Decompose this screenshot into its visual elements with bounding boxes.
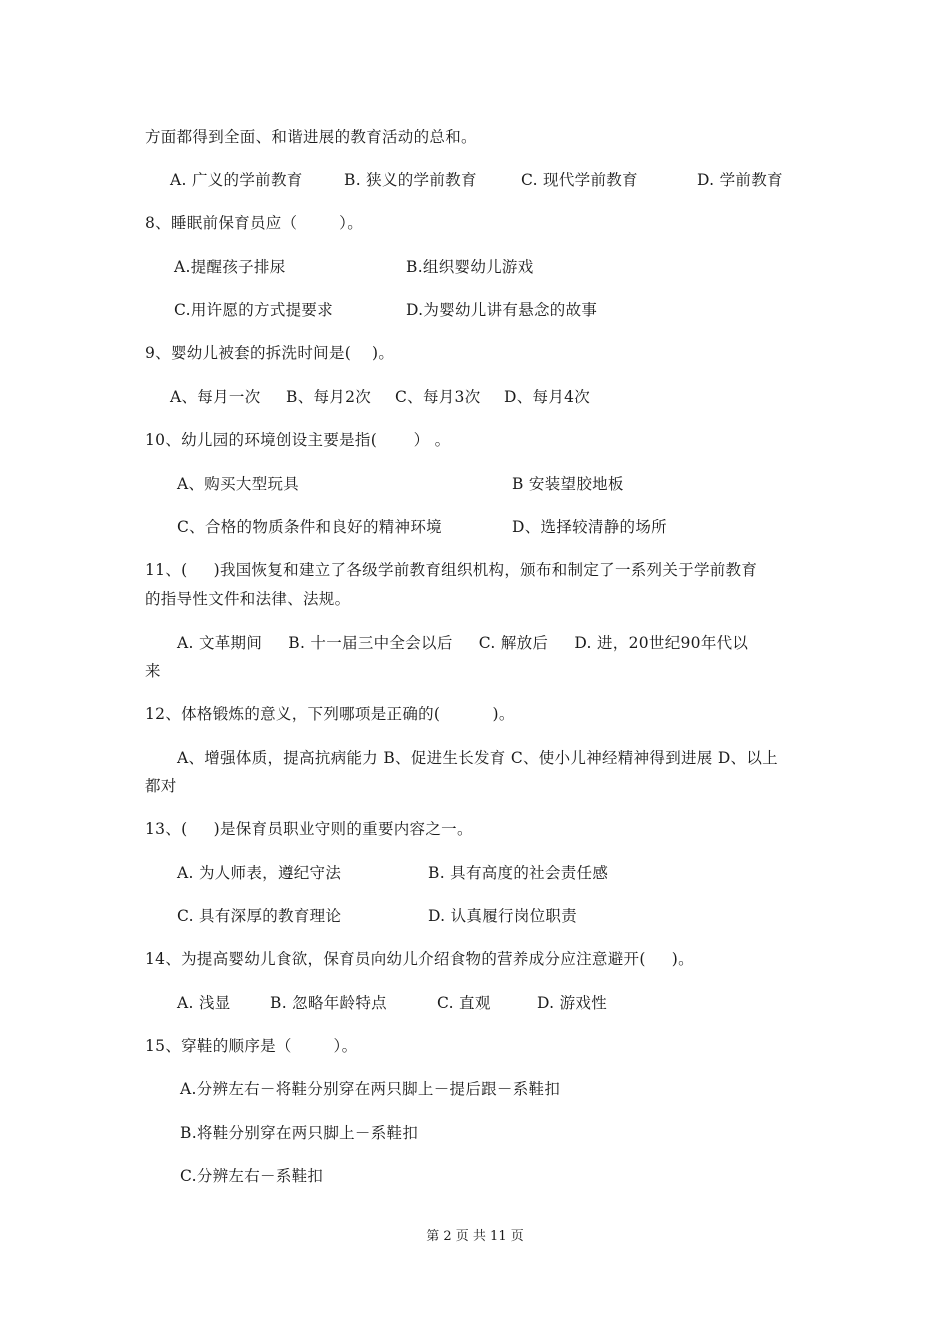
question-9: 9、婴幼儿被套的拆洗时间是( )。 [145,344,395,362]
question-10: 10、幼儿园的环境创设主要是指( ） 。 [145,431,451,449]
option-a: A、购买大型玩具 [177,475,300,493]
option-c: C、合格的物质条件和良好的精神环境 [177,518,442,536]
option-b: B. 狭义的学前教育 [344,171,477,189]
option-a: A. 浅显 [177,994,231,1012]
option-b: B 安装望胶地板 [512,475,624,493]
option-c: C、每月3次 [395,388,481,406]
question-11: 11、( )我国恢复和建立了各级学前教育组织机构，颁布和制定了一系列关于学前教育 [145,561,758,579]
option-b: B.将鞋分别穿在两只脚上－系鞋扣 [180,1124,419,1142]
option-a: A. 为人师表，遵纪守法 [177,864,342,882]
option-a: A、每月一次 [170,388,261,406]
option-b: B. 具有高度的社会责任感 [428,864,609,882]
question-12: 12、体格锻炼的意义，下列哪项是正确的( )。 [145,705,515,723]
option-d: D、每月4次 [504,388,591,406]
option-a: A. 广义的学前教育 [170,171,303,189]
option-c: C. 现代学前教育 [521,171,638,189]
option-d: D、选择较清静的场所 [512,518,667,536]
question-14: 14、为提高婴幼儿食欲，保育员向幼儿介绍食物的营养成分应注意避开( )。 [145,950,694,968]
question-15: 15、穿鞋的顺序是（ ）。 [145,1037,358,1055]
option-c: C. 具有深厚的教育理论 [177,907,342,925]
option-d: D. 认真履行岗位职责 [428,907,578,925]
option-a: A.分辨左右－将鞋分别穿在两只脚上－提后跟－系鞋扣 [180,1080,561,1098]
option-line: A、增强体质，提高抗病能力 B、促进生长发育 C、使小儿神经精神得到进展 D、以上 [177,749,778,767]
option-line-cont: 都对 [145,777,177,795]
question-13: 13、( )是保育员职业守则的重要内容之一。 [145,820,473,838]
option-line-cont: 来 [145,662,161,680]
option-line: A. 文革期间 B. 十一届三中全会以后 C. 解放后 D. 进，20世纪90年代以 [177,634,749,652]
option-b: B. 忽略年龄特点 [270,994,387,1012]
page-footer: 第 2 页 共 11 页 [426,1229,524,1244]
question-11-cont: 的指导性文件和法律、法规。 [145,590,351,608]
option-a: A.提醒孩子排尿 [174,258,286,276]
option-c: C. 直观 [437,994,491,1012]
option-d: D. 游戏性 [537,994,608,1012]
option-c: C.用许愿的方式提要求 [174,301,334,319]
option-d: D. 学前教育 [697,171,783,189]
question-8: 8、睡眠前保育员应（ ）。 [145,214,364,232]
option-b: B、每月2次 [286,388,372,406]
option-d: D.为婴幼儿讲有悬念的故事 [406,301,598,319]
text-line: 方面都得到全面、和谐进展的教育活动的总和。 [145,128,477,146]
option-b: B.组织婴幼儿游戏 [406,258,534,276]
option-c: C.分辨左右－系鞋扣 [180,1167,324,1185]
